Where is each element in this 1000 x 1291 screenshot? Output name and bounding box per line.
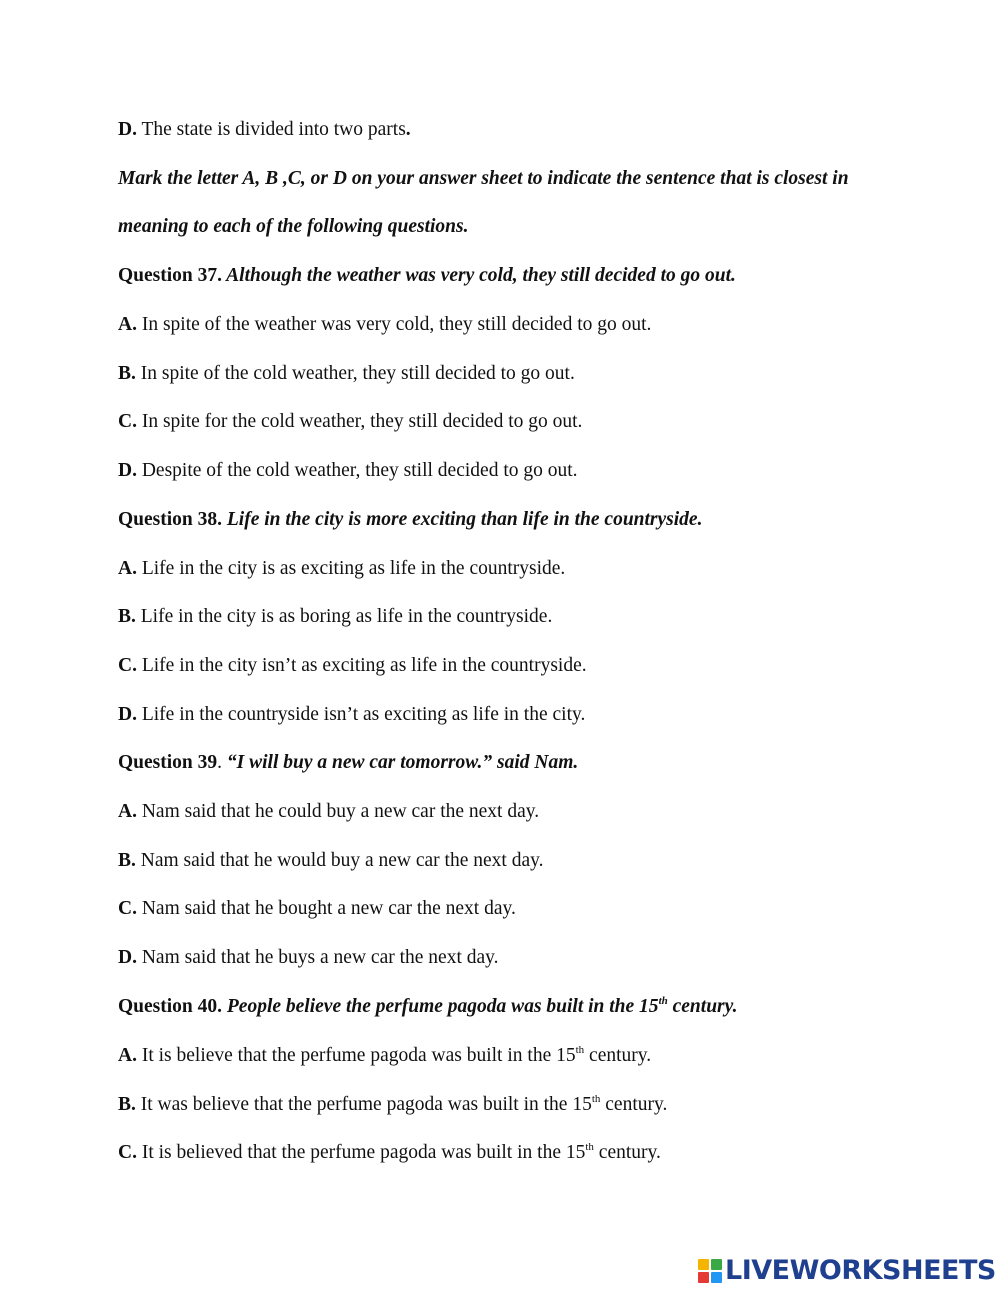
- option-text: Life in the countryside isn’t as exciting as life in the city.: [136, 704, 586, 725]
- option-end: .: [405, 119, 411, 140]
- option-label: D.: [118, 119, 137, 140]
- question-39-option-b[interactable]: [118, 849, 543, 873]
- option-text: Nam said that he would buy a new car the next day.: [135, 850, 544, 871]
- option-label: C.: [118, 655, 137, 676]
- logo-text: LIVEWORKSHEETS: [725, 1255, 996, 1286]
- question-text: [222, 996, 737, 1017]
- question-text-main: People believe the perfume pagoda was built in the 15: [222, 996, 659, 1017]
- question-37-option-d[interactable]: [118, 459, 578, 483]
- logo-block-green: [711, 1259, 722, 1270]
- option-label: C.: [118, 898, 137, 919]
- option-text-end: century.: [593, 1142, 661, 1163]
- logo-block-blue: [711, 1272, 722, 1283]
- option-label: D.: [118, 947, 137, 968]
- logo-block-yellow: [698, 1259, 709, 1270]
- option-label: D.: [118, 704, 137, 725]
- option-text: Nam said that he buys a new car the next day.: [136, 947, 499, 968]
- question-text: Life in the city is more exciting than life in the countryside.: [222, 509, 703, 530]
- question-39-option-a[interactable]: [118, 800, 539, 824]
- option-text: In spite of the weather was very cold, they still decided to go out.: [136, 314, 652, 335]
- instruction-line-2: meaning to each of the following questions.: [118, 216, 469, 237]
- option-text: Life in the city is as boring as life in the countryside.: [135, 606, 553, 627]
- option-label: B.: [118, 606, 136, 627]
- question-label: Question 40.: [118, 996, 223, 1017]
- question-38-option-c[interactable]: [118, 654, 587, 678]
- option-text: Despite of the cold weather, they still decided to go out.: [136, 460, 578, 481]
- option-text: In spite for the cold weather, they still decided to go out.: [136, 411, 583, 432]
- question-40-option-b[interactable]: [118, 1093, 667, 1117]
- option-text: Life in the city isn’t as exciting as life in the countryside.: [136, 655, 587, 676]
- liveworksheets-logo[interactable]: [698, 1256, 996, 1286]
- ordinal-suffix: th: [658, 994, 668, 1007]
- question-label: Question 37.: [118, 265, 223, 286]
- option-text: The state is divided into two parts: [136, 119, 406, 140]
- option-label: A.: [118, 314, 137, 335]
- option-text: Nam said that he bought a new car the next day.: [136, 898, 516, 919]
- question-37-stem: [118, 264, 736, 288]
- question-39-option-d[interactable]: [118, 946, 499, 970]
- option-text: It is believe that the perfume pagoda was built in the 15: [136, 1045, 576, 1066]
- question-37-option-b[interactable]: [118, 362, 575, 386]
- option-label: C.: [118, 1142, 137, 1163]
- question-38-option-b[interactable]: [118, 605, 552, 629]
- question-text: “I will buy a new car tomorrow.” said Nam.: [222, 752, 579, 773]
- option-label: D.: [118, 460, 137, 481]
- question-39-option-c[interactable]: [118, 897, 516, 921]
- option-text-end: century.: [600, 1094, 668, 1115]
- option-label: B.: [118, 1094, 136, 1115]
- option-text: It is believed that the perfume pagoda was built in the 15: [136, 1142, 586, 1163]
- option-text: It was believe that the perfume pagoda was built in the 15: [135, 1094, 592, 1115]
- question-38-option-d[interactable]: [118, 703, 585, 727]
- question-37-option-c[interactable]: [118, 410, 582, 434]
- question-text-end: century.: [667, 996, 738, 1017]
- ordinal-suffix: th: [575, 1043, 585, 1056]
- logo-block-red: [698, 1272, 709, 1283]
- question-37-option-a[interactable]: [118, 313, 651, 337]
- question-40-option-a[interactable]: [118, 1044, 651, 1068]
- instruction-line-1: Mark the letter A, B ,C, or D on your answer sheet to indicate the sentence that is closest in: [118, 168, 849, 189]
- option-label: A.: [118, 558, 137, 579]
- option-label: B.: [118, 363, 136, 384]
- question-label: Question 39: [118, 752, 218, 773]
- question-38-stem: [118, 508, 702, 532]
- question-39-stem: [118, 751, 578, 775]
- option-text: Life in the city is as exciting as life in the countryside.: [136, 558, 566, 579]
- question-40-option-c[interactable]: [118, 1141, 661, 1165]
- option-text: In spite of the cold weather, they still decided to go out.: [135, 363, 575, 384]
- question-text: Although the weather was very cold, they still decided to go out.: [222, 265, 736, 286]
- previous-option-d: [118, 118, 411, 142]
- option-label: A.: [118, 1045, 137, 1066]
- option-text: Nam said that he could buy a new car the next day.: [136, 801, 540, 822]
- logo-mark-icon: [698, 1259, 722, 1283]
- ordinal-suffix: th: [591, 1092, 601, 1105]
- option-label: C.: [118, 411, 137, 432]
- question-38-option-a[interactable]: [118, 557, 565, 581]
- question-label: Question 38.: [118, 509, 223, 530]
- ordinal-suffix: th: [585, 1140, 594, 1153]
- option-text-end: century.: [584, 1045, 652, 1066]
- option-label: A.: [118, 801, 137, 822]
- option-label: B.: [118, 850, 136, 871]
- question-separator: .: [217, 752, 223, 773]
- question-40-stem: [118, 995, 737, 1019]
